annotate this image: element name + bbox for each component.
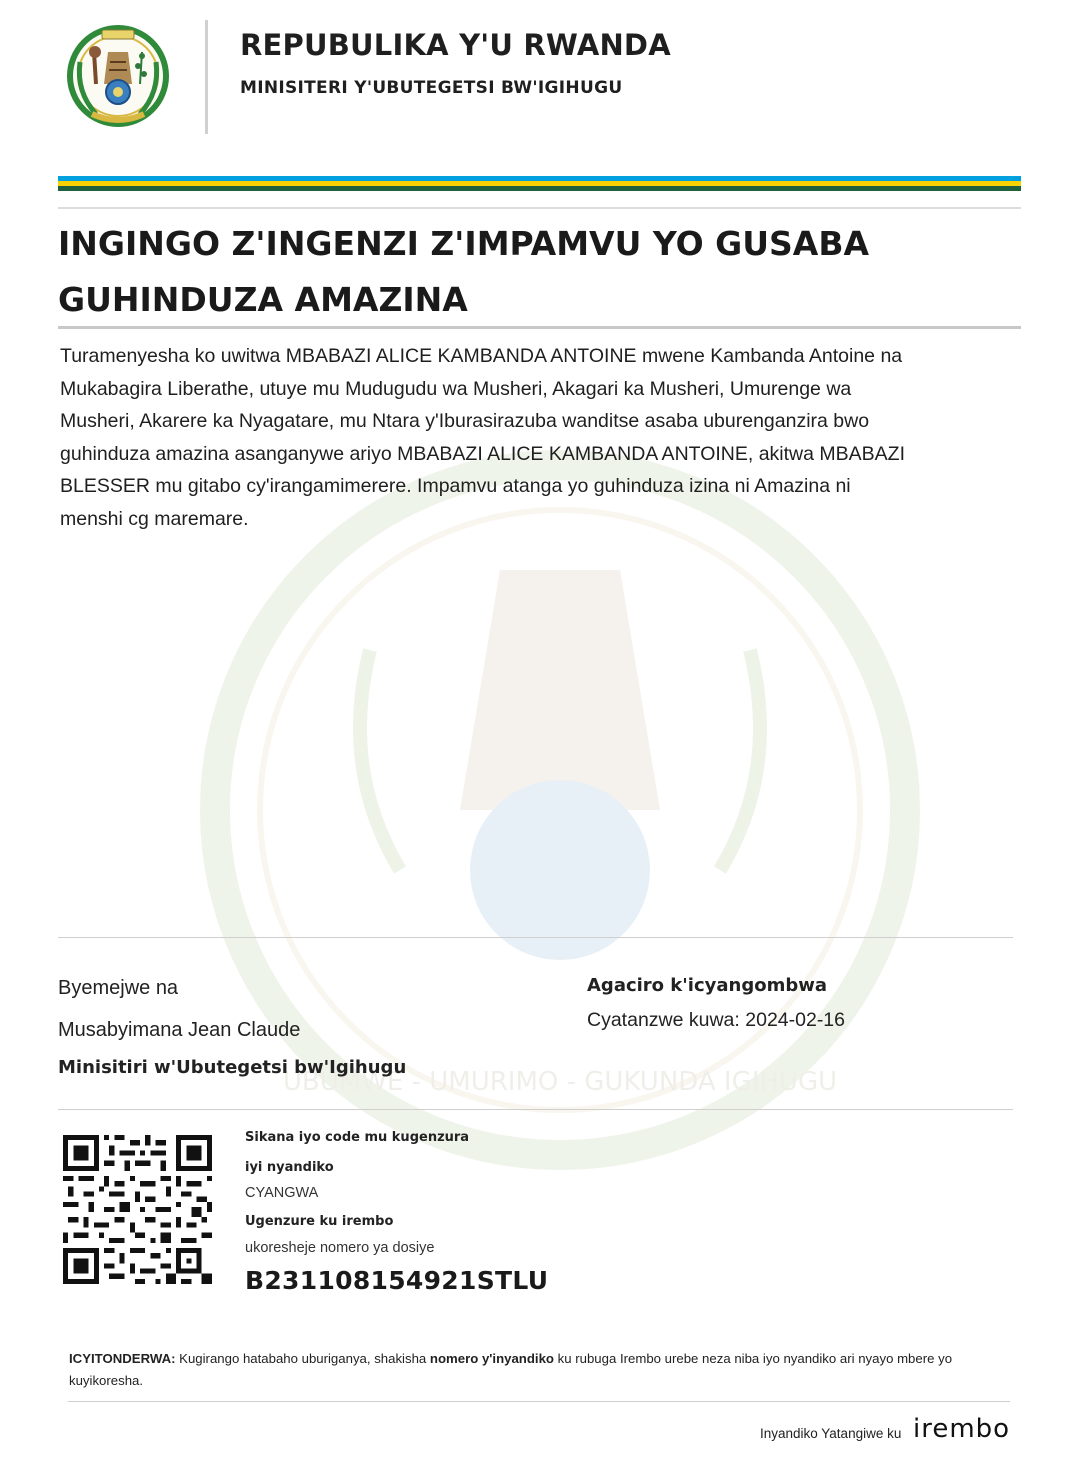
rwanda-coat-of-arms-icon xyxy=(66,22,170,130)
approver-title: Minisitiri w'Ubutegetsi bw'Igihugu xyxy=(58,1057,407,1078)
approver-name: Musabyimana Jean Claude xyxy=(58,1019,301,1041)
watermark-motto: UBUMWE - UMURIMO - GUKUNDA IGIHUGU xyxy=(282,1067,838,1097)
divider xyxy=(58,326,1021,329)
use-number-instruction: ukoresheje nomero ya dosiye xyxy=(245,1240,435,1256)
document-body xyxy=(60,340,1020,536)
document-value-label: Agaciro k'icyangombwa xyxy=(587,975,827,996)
header-divider xyxy=(205,20,208,134)
body-line: Mukabagira Liberathe, utuye mu Mudugudu wa Musheri, Akagari ka Musheri, Umurenge wa xyxy=(60,377,852,400)
issue-date-label: Cyatanzwe kuwa: xyxy=(587,1009,740,1031)
issue-date xyxy=(587,1009,845,1032)
notice-text: Kugirango hatabaho uburiganya, shakisha xyxy=(179,1351,427,1366)
notice xyxy=(69,1348,1004,1392)
flag-color-band xyxy=(58,176,1021,192)
divider xyxy=(58,1109,1013,1110)
issuer-label: Inyandiko Yatangiwe ku xyxy=(760,1426,902,1441)
verify-instruction: Ugenzure ku irembo xyxy=(245,1214,394,1229)
irembo-logo[interactable]: irembo xyxy=(913,1414,1011,1444)
body-line: Turamenyesha ko uwitwa MBABAZI ALICE KAMBANDA ANTOINE mwene Kambanda Antoine na xyxy=(60,345,903,367)
qr-code-icon[interactable] xyxy=(63,1135,212,1284)
divider xyxy=(58,207,1021,209)
country-name: REPUBULIKA Y'U RWANDA xyxy=(240,28,671,62)
ministry-name: MINISITERI Y'UBUTEGETSI BW'IGIHUGU xyxy=(240,78,623,98)
notice-label: ICYITONDERWA: xyxy=(69,1351,176,1366)
body-line: BLESSER mu gitabo cy'irangamimerere. Impamvu atanga yo guhinduza izina ni Amazina ni xyxy=(60,475,851,498)
body-line: menshi cg maremare. xyxy=(60,507,249,530)
document-title xyxy=(58,216,1018,328)
or-label: CYANGWA xyxy=(245,1185,319,1201)
body-line: Musheri, Akarere ka Nyagatare, mu Ntara y'Iburasirazuba wanditse asaba uburenganzira bwo xyxy=(60,410,870,433)
divider xyxy=(68,1401,1010,1402)
document-title-line: GUHINDUZA AMAZINA xyxy=(58,280,468,319)
body-line: guhinduza amazina asanganywe ariyo MBABAZI ALICE KAMBANDA ANTOINE, akitwa MBABAZI xyxy=(60,442,906,465)
approved-by-label: Byemejwe na xyxy=(58,977,179,999)
notice-text: ku rubuga Irembo urebe neza niba iyo nyandiko ari nyayo mbere yo kuyikoresha. xyxy=(69,1351,953,1388)
notice-emphasis: nomero y'inyandiko xyxy=(429,1351,554,1366)
scan-instruction: iyi nyandiko xyxy=(245,1160,334,1175)
document-number: B231108154921STLU xyxy=(245,1266,549,1295)
scan-instruction: Sikana iyo code mu kugenzura xyxy=(245,1130,470,1145)
document-title-line: INGINGO Z'INGENZI Z'IMPAMVU YO GUSABA xyxy=(58,224,870,263)
divider xyxy=(58,937,1013,938)
issue-date-value: 2024-02-16 xyxy=(745,1009,845,1031)
